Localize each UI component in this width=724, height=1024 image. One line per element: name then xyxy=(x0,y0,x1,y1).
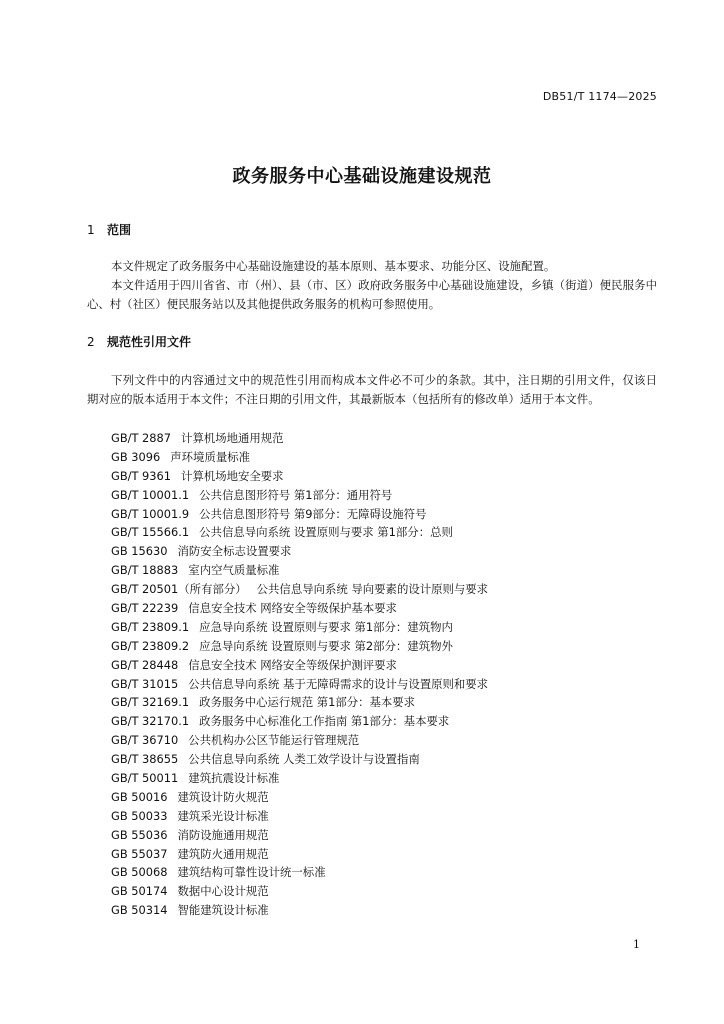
section-number: 1 xyxy=(87,223,95,237)
reference-code: GB/T 20501（所有部分） xyxy=(111,582,247,597)
reference-name: 消防安全标志设置要求 xyxy=(177,544,292,559)
list-item xyxy=(111,429,488,448)
reference-name: 建筑结构可靠性设计统一标准 xyxy=(177,865,326,880)
reference-name: 计算机场地通用规范 xyxy=(181,431,284,445)
reference-name: 政务服务中心标准化工作指南 第1部分：基本要求 xyxy=(199,714,450,729)
reference-code: GB 3096 xyxy=(111,449,161,464)
page-title: 政务服务中心基础设施建设规范 xyxy=(232,166,492,187)
list-item xyxy=(111,675,488,694)
reference-name: 信息安全技术 网络安全等级保护测评要求 xyxy=(188,657,397,672)
reference-code: GB/T 32169.1 xyxy=(111,695,190,710)
reference-name: 智能建筑设计标准 xyxy=(177,903,269,918)
reference-name: 公共信息导向系统 设置原则与要求 第1部分：总则 xyxy=(199,525,453,540)
list-item xyxy=(111,486,488,505)
reference-name: 公共信息图形符号 第1部分：通用符号 xyxy=(199,487,393,502)
reference-code: GB/T 22239 xyxy=(111,601,179,616)
reference-code: GB/T 15566.1 xyxy=(111,525,190,540)
list-item xyxy=(111,882,488,901)
paragraph: 本文件规定了政务服务中心基础设施建设的基本原则、基本要求、功能分区、设施配置。 xyxy=(111,259,556,273)
list-item xyxy=(111,523,488,542)
reference-name: 信息安全技术 网络安全等级保护基本要求 xyxy=(188,601,397,616)
list-item xyxy=(111,863,488,882)
reference-code: GB/T 31015 xyxy=(111,676,179,691)
reference-list xyxy=(111,429,488,920)
reference-code: GB 50033 xyxy=(111,808,168,823)
reference-name: 公共信息导向系统 导向要素的设计原则与要求 xyxy=(256,582,489,597)
list-item xyxy=(111,542,488,561)
reference-name: 声环境质量标准 xyxy=(170,449,251,464)
list-item xyxy=(111,637,488,656)
reference-code: GB 55036 xyxy=(111,827,168,842)
list-item xyxy=(111,769,488,788)
reference-code: GB/T 23809.1 xyxy=(111,619,190,634)
list-item xyxy=(111,580,488,599)
list-item xyxy=(111,561,488,580)
section-title: 规范性引用文件 xyxy=(107,335,192,349)
reference-code: GB/T 36710 xyxy=(111,733,179,748)
list-item xyxy=(111,712,488,731)
section-heading-normative-references xyxy=(87,333,191,350)
list-item xyxy=(111,618,488,637)
reference-name: 应急导向系统 设置原则与要求 第2部分：建筑物外 xyxy=(199,638,453,653)
reference-name: 政务服务中心运行规范 第1部分：基本要求 xyxy=(199,695,416,710)
reference-code: GB 15630 xyxy=(111,544,168,559)
reference-code: GB/T 18883 xyxy=(111,563,179,578)
list-item xyxy=(111,731,488,750)
reference-name: 数据中心设计规范 xyxy=(177,884,269,899)
list-item xyxy=(111,750,488,769)
reference-code: GB/T 32170.1 xyxy=(111,714,190,729)
section-heading-scope xyxy=(87,221,131,238)
reference-code: GB 50174 xyxy=(111,884,168,899)
reference-code: GB/T 28448 xyxy=(111,657,179,672)
paragraph: 下列文件中的内容通过文中的规范性引用而构成本文件必不可少的条款。其中，注日期的引用文件，仅该日期对应的版本适用于本文件；不注日期的引用文件，其最新版本（包括所有的修改单）适用于本文件。 xyxy=(87,373,657,406)
reference-name: 应急导向系统 设置原则与要求 第1部分：建筑物内 xyxy=(199,619,453,634)
reference-code: GB/T 2887 xyxy=(111,431,172,445)
reference-code: GB 50068 xyxy=(111,865,168,880)
reference-name: 建筑抗震设计标准 xyxy=(188,771,280,786)
reference-code: GB/T 23809.2 xyxy=(111,638,190,653)
list-item xyxy=(111,505,488,524)
list-item xyxy=(111,656,488,675)
paragraph: 本文件适用于四川省省、市（州）、县（市、区）政府政务服务中心基础设施建设，乡镇（街道）便民服务中心、村（社区）便民服务站以及其他提供政务服务的机构可参照使用。 xyxy=(87,278,657,311)
reference-code: GB/T 10001.1 xyxy=(111,487,190,502)
reference-name: 建筑采光设计标准 xyxy=(177,808,269,823)
reference-code: GB/T 10001.9 xyxy=(111,506,190,521)
reference-name: 建筑防火通用规范 xyxy=(177,846,269,861)
page-number: 1 xyxy=(633,938,640,951)
section-number: 2 xyxy=(87,335,95,349)
reference-name: 公共信息导向系统 人类工效学设计与设置指南 xyxy=(188,752,420,767)
reference-code: GB/T 38655 xyxy=(111,752,179,767)
reference-name: 室内空气质量标准 xyxy=(188,563,280,578)
list-item xyxy=(111,901,488,920)
list-item xyxy=(111,467,488,486)
list-item xyxy=(111,788,488,807)
reference-code: GB 50016 xyxy=(111,789,168,804)
reference-code: GB 55037 xyxy=(111,846,168,861)
document-number: DB51/T 1174—2025 xyxy=(542,90,657,103)
reference-name: 消防设施通用规范 xyxy=(177,827,269,842)
reference-code: GB 50314 xyxy=(111,903,168,918)
reference-name: 建筑设计防火规范 xyxy=(177,789,269,804)
reference-name: 公共信息图形符号 第9部分：无障碍设施符号 xyxy=(199,506,427,521)
list-item xyxy=(111,448,488,467)
reference-code: GB/T 50011 xyxy=(111,771,179,786)
list-item xyxy=(111,693,488,712)
list-item xyxy=(111,599,488,618)
reference-name: 公共信息导向系统 基于无障碍需求的设计与设置原则和要求 xyxy=(188,676,489,691)
list-item xyxy=(111,845,488,864)
reference-code: GB/T 9361 xyxy=(111,468,172,483)
list-item xyxy=(111,826,488,845)
reference-name: 计算机场地安全要求 xyxy=(181,468,284,483)
reference-name: 公共机构办公区节能运行管理规范 xyxy=(188,733,360,748)
section-title: 范围 xyxy=(107,223,132,237)
list-item xyxy=(111,807,488,826)
